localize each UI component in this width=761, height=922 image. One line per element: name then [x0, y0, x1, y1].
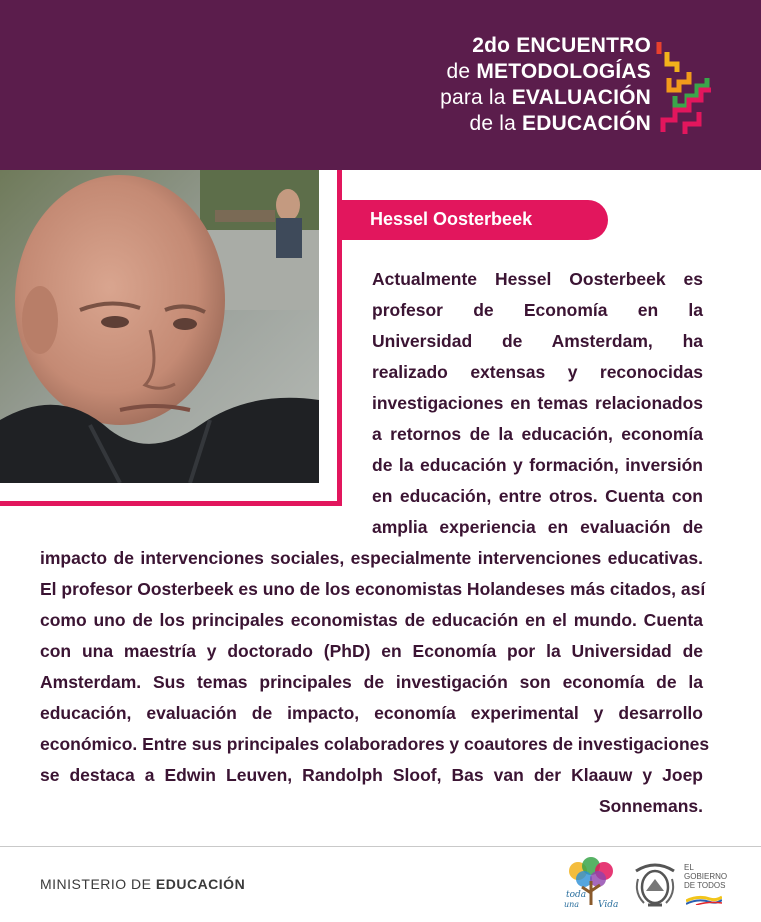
- event-title-line-3: para la EVALUACIÓN: [440, 86, 651, 109]
- bio-line: profesor de Economía en la: [372, 300, 703, 320]
- speaker-photo-frame: [0, 170, 342, 506]
- ecuador-coat-of-arms-icon: [632, 859, 678, 909]
- bio-line: a retornos de la educación, economía: [372, 424, 703, 444]
- gobierno-de-todos-label: EL GOBIERNO DE TODOS: [684, 863, 728, 890]
- footer-divider: [0, 846, 761, 847]
- event-title-line-1: 2do ENCUENTRO: [472, 34, 651, 57]
- event-title-line-4: de la EDUCACIÓN: [469, 112, 651, 135]
- speaker-bio-intro: [372, 264, 703, 543]
- bio-line: Sonnemans.: [598, 796, 703, 816]
- event-title-line-2: de METODOLOGÍAS: [446, 60, 651, 83]
- speaker-portrait-illustration: [0, 170, 319, 483]
- ministry-label: MINISTERIO DE EDUCACIÓN: [40, 876, 246, 892]
- header-banner: [0, 0, 761, 170]
- svg-text:toda: toda: [566, 890, 587, 900]
- bio-line: como uno de los principales economistas de educación en el mundo. Cuenta: [40, 610, 703, 630]
- flag-stripes-icon: [686, 895, 722, 905]
- speaker-name: Hessel Oosterbeek: [370, 209, 533, 229]
- bio-line: amplia experiencia en evaluación de: [372, 517, 703, 537]
- bio-line: económico. Entre sus principales colaboradores y coautores de investigaciones: [40, 734, 710, 754]
- event-title: [440, 33, 651, 137]
- bio-line: Amsterdam. Sus temas principales de investigación son economía de la: [40, 672, 703, 692]
- speaker-name-banner: [342, 200, 608, 240]
- bio-line: impacto de intervenciones sociales, especialmente intervenciones educativas.: [40, 548, 703, 568]
- bio-line: en educación, entre otros. Cuenta con: [372, 486, 703, 506]
- speaker-bio-continued: [40, 543, 710, 822]
- toda-una-vida-tree-logo-icon: [560, 857, 622, 911]
- bio-line: Actualmente Hessel Oosterbeek es: [372, 269, 703, 289]
- bio-line: realizado extensas y reconocidas: [372, 362, 703, 382]
- bio-line: de la educación y formación, inversión: [372, 455, 703, 475]
- speaker-photo: [0, 170, 319, 483]
- svg-text:una: una: [564, 900, 580, 909]
- bio-line: Universidad de Amsterdam, ha: [372, 331, 703, 351]
- bio-line: se destaca a Edwin Leuven, Randolph Sloof, Bas van der Klaauw y Joep: [40, 765, 703, 785]
- stairs-logo-icon: [655, 38, 717, 138]
- bio-line: con una maestría y doctorado (PhD) en Economía por la Universidad de: [40, 641, 703, 661]
- bio-line: El profesor Oosterbeek es uno de los economistas Holandeses más citados, así: [40, 579, 706, 599]
- bio-line: educación, evaluación de impacto, economía experimental y desarrollo: [40, 703, 703, 723]
- svg-text:Vida: Vida: [598, 900, 619, 910]
- bio-line: investigaciones en temas relacionados: [372, 393, 703, 413]
